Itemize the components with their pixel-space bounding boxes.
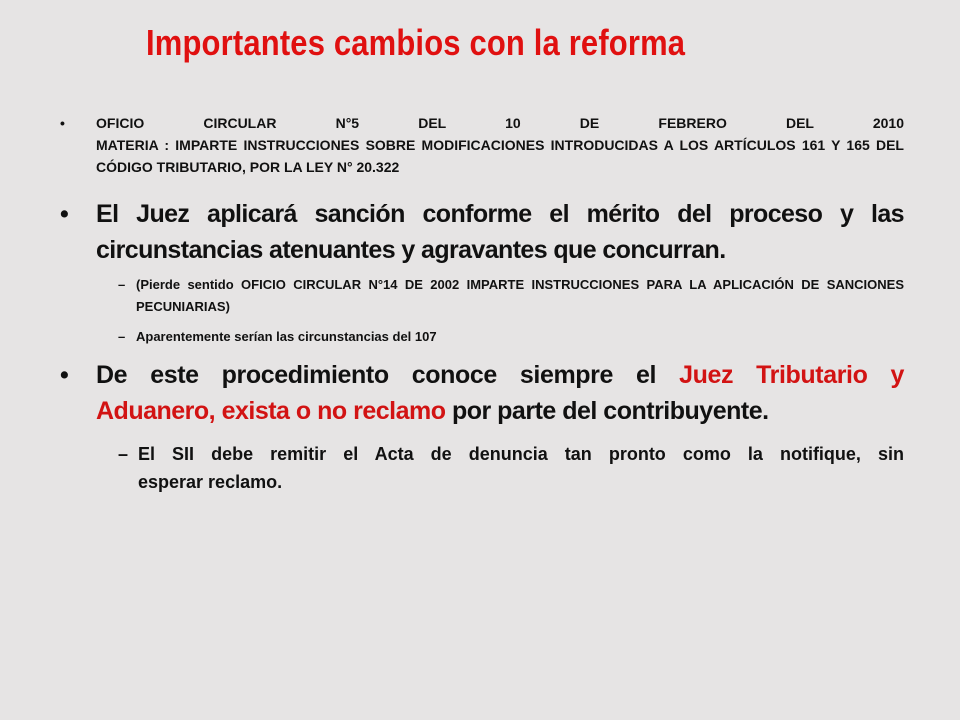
oficio-line: OFICIO CIRCULAR N°5 DEL 10 DE FEBRERO DEL 2010 (96, 115, 904, 131)
dash-marker: – (118, 329, 126, 344)
bullet-marker: • (60, 361, 69, 389)
slide-title: Importantes cambios con la reforma (146, 22, 686, 63)
contribuyente-text: por parte del contribuyente. (445, 397, 769, 425)
sub-bullet-sii-acta (118, 440, 904, 496)
pierde-sentido-text: (Pierde sentido OFICIO CIRCULAR N°14 DE 2002 IMPARTE INSTRUCCIONES PARA LA APLICACIÓN DE SANCIONES PECUNIARIAS) (136, 277, 904, 314)
dash-marker: – (118, 277, 126, 292)
sub-bullet-pierde-sentido (118, 274, 904, 318)
dash-marker: – (118, 444, 129, 464)
juez-sancion-text: El Juez aplicará sanción conforme el mérito del proceso y las circunstancias atenuantes y agravantes que concurran. (96, 200, 904, 264)
aduanero-highlight: Aduanero, exista o no reclamo (96, 397, 446, 425)
bullet-juez-sancion (60, 196, 904, 268)
bullet-procedimiento (60, 357, 904, 429)
sub-bullet-aparentemente (118, 326, 904, 348)
bullet-marker: • (60, 115, 65, 131)
bullet-oficio-circular (60, 112, 904, 178)
bullet-marker: • (60, 200, 69, 228)
juez-tributario-highlight: Juez Tributario y (679, 361, 905, 389)
sii-acta-text: El SII debe remitir el Acta de denuncia tan pronto como la notifique, sin (138, 444, 904, 464)
aparentemente-text: Aparentemente serían las circunstancias del 107 (136, 329, 437, 344)
procedimiento-text: De este procedimiento conoce siempre el (96, 361, 680, 389)
esperar-reclamo-text: esperar reclamo. (138, 472, 283, 492)
materia-line: MATERIA : IMPARTE INSTRUCCIONES SOBRE MODIFICACIONES INTRODUCIDAS A LOS ARTÍCULOS 161 Y 165 DEL CÓDIGO TRIBUTARIO, POR LA LEY N° 20.322 (96, 137, 904, 175)
